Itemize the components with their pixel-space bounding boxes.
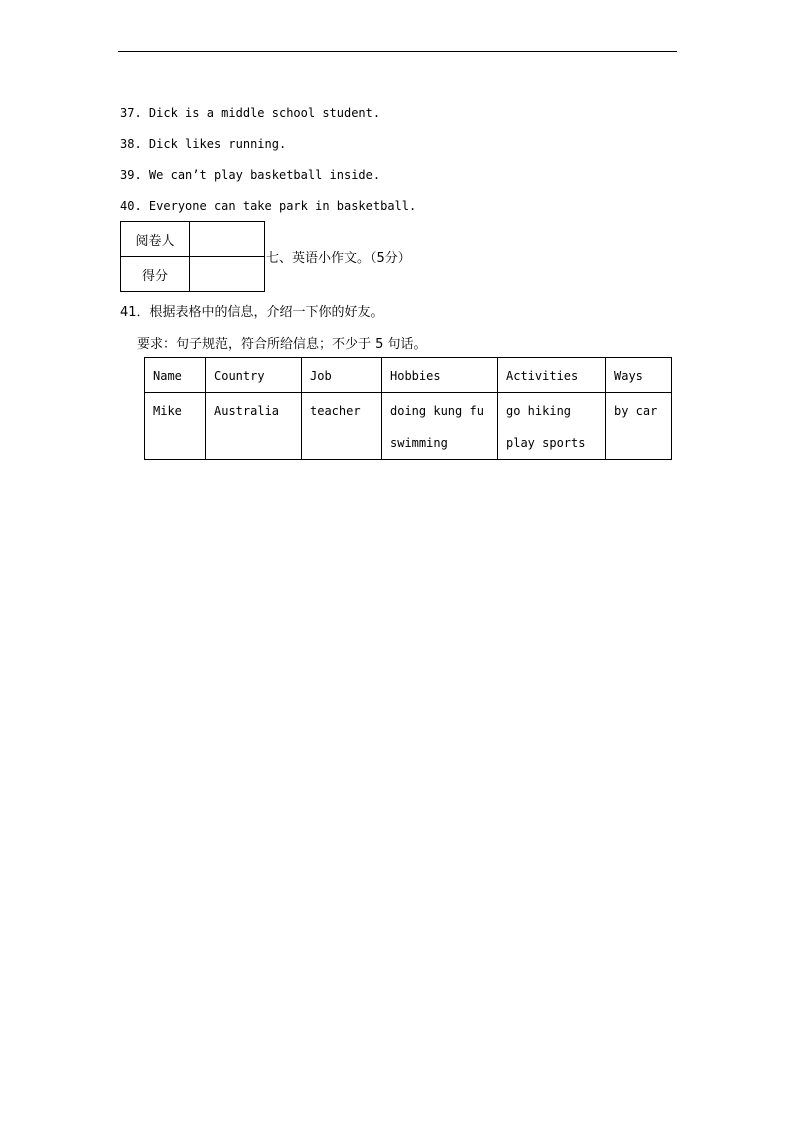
score-label: 得分 (121, 257, 190, 292)
score-box (120, 221, 265, 292)
friend-info-table (144, 357, 672, 460)
header-ways: Ways (606, 358, 672, 393)
header-hobbies: Hobbies (382, 358, 498, 393)
reviewer-label: 阅卷人 (121, 222, 190, 257)
question-text: We can’t play basketball inside. (148, 168, 381, 182)
question-39 (120, 167, 380, 183)
activity-item: play sports (506, 436, 586, 450)
question-41: 41．根据表格中的信息，介绍一下你的好友。 (120, 305, 384, 320)
cell-name: Mike (145, 393, 206, 460)
header-name: Name (145, 358, 206, 393)
question-text: Everyone can take park in basketball. (148, 199, 417, 213)
question-number: 39. (120, 168, 142, 182)
hobby-item: doing kung fu (390, 404, 484, 418)
cell-country: Australia (206, 393, 302, 460)
header-country: Country (206, 358, 302, 393)
cell-activities (498, 393, 606, 460)
question-37 (120, 105, 380, 121)
question-text: Dick likes running. (148, 137, 287, 151)
score-field[interactable] (190, 257, 265, 292)
table-row (145, 393, 672, 460)
table-header-row (145, 358, 672, 393)
question-number: 40. (120, 199, 142, 213)
cell-hobbies (382, 393, 498, 460)
section-title: 七、英语小作文。（5分） (266, 251, 411, 266)
header-job: Job (302, 358, 382, 393)
question-38 (120, 136, 286, 152)
cell-ways: by car (606, 393, 672, 460)
reviewer-field[interactable] (190, 222, 265, 257)
cell-job: teacher (302, 393, 382, 460)
question-number: 38. (120, 137, 142, 151)
hobby-item: swimming (390, 436, 448, 450)
activity-item: go hiking (506, 404, 572, 418)
question-40 (120, 198, 416, 214)
requirement-text: 要求：句子规范，符合所给信息；不少于 5 句话。 (137, 337, 427, 352)
question-text: Dick is a middle school student. (148, 106, 381, 120)
question-number: 37. (120, 106, 142, 120)
header-activities: Activities (498, 358, 606, 393)
header-rule (118, 51, 677, 52)
